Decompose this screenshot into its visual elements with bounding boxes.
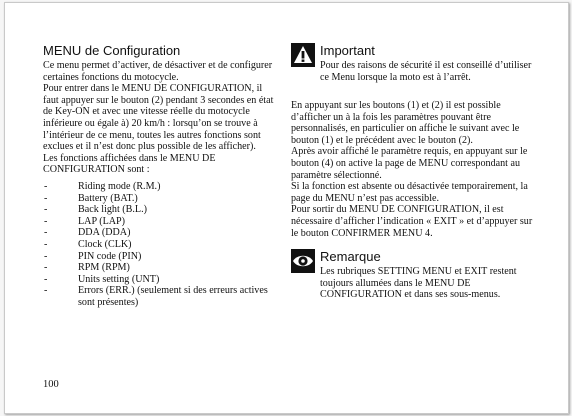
list-item: - Clock (CLK) <box>43 239 279 251</box>
absent-function-paragraph: Si la fonction est absente ou désactivée temporairement, la page du MENU n’est pas accessible. <box>291 181 528 204</box>
list-item: - Errors (ERR.) (seulement si des erreurs actives sont présentes) <box>43 285 279 308</box>
list-item: - RPM (RPM) <box>43 262 279 274</box>
list-item: - DDA (DDA) <box>43 227 279 239</box>
important-title: Important <box>320 43 375 58</box>
list-item: - Battery (BAT.) <box>43 193 279 205</box>
page-number: 100 <box>43 379 59 390</box>
functions-list <box>43 181 279 309</box>
list-item: - Units setting (UNT) <box>43 274 279 286</box>
list-item: - LAP (LAP) <box>43 216 279 228</box>
warning-triangle-icon <box>291 43 315 67</box>
list-item: - Back light (B.L.) <box>43 204 279 216</box>
functions-intro: Les fonctions affichées dans le MENU DE CONFIGURATION sont : <box>43 152 216 176</box>
select-paragraph: Après avoir affiché le paramètre requis, en appuyant sur le bouton (4) on active la page de MENU correspondant au paramètre sélectionné. <box>291 146 528 181</box>
manual-page <box>4 2 569 414</box>
navigation-instructions <box>291 100 539 239</box>
section-title: MENU de Configuration <box>43 43 181 58</box>
right-column <box>291 43 539 301</box>
remarque-title: Remarque <box>320 249 381 265</box>
remarque-note <box>291 249 539 301</box>
exit-paragraph: Pour sortir du MENU DE CONFIGURATION, il est nécessaire d’afficher l’indication « EXIT » et d’appuyer sur le bouton CONFIRMER MENU 4. <box>291 204 533 239</box>
entry-instructions: Pour entrer dans le MENU DE CONFIGURATION, il faut appuyer sur le bouton (2) pendant 3 secondes en état de Key-ON et avec une vitesse réelle du motocycle inférieure ou égale à) 20 km/h : lorsqu’on se trouve à l’intérieur de ce menu, toutes les autres fonctions sont exclues et il n’est donc plus possible de les afficher). <box>43 83 274 153</box>
important-text: Pour des raisons de sécurité il est conseillé d’utiliser ce Menu lorsque la moto est à l’arrêt. <box>320 60 532 83</box>
remarque-text: Les rubriques SETTING MENU et EXIT restent toujours allumées dans le MENU DE CONFIGURATION et dans ses sous-menus. <box>320 266 517 301</box>
list-item: - Riding mode (R.M.) <box>43 181 279 193</box>
important-note <box>291 43 539 89</box>
buttons-paragraph: En appuyant sur les boutons (1) et (2) il est possible d’afficher un à la fois les paramètres pouvant être personnalisés, en particulier on affiche le suivant avec le bouton (1) et le précédent avec le bouton (2). <box>291 100 520 146</box>
list-item: - PIN code (PIN) <box>43 251 279 263</box>
left-column <box>43 43 279 308</box>
intro-paragraph: Ce menu permet d’activer, de désactiver et de configurer certaines fonctions du motocycle. <box>43 60 273 83</box>
eye-icon <box>291 249 315 273</box>
